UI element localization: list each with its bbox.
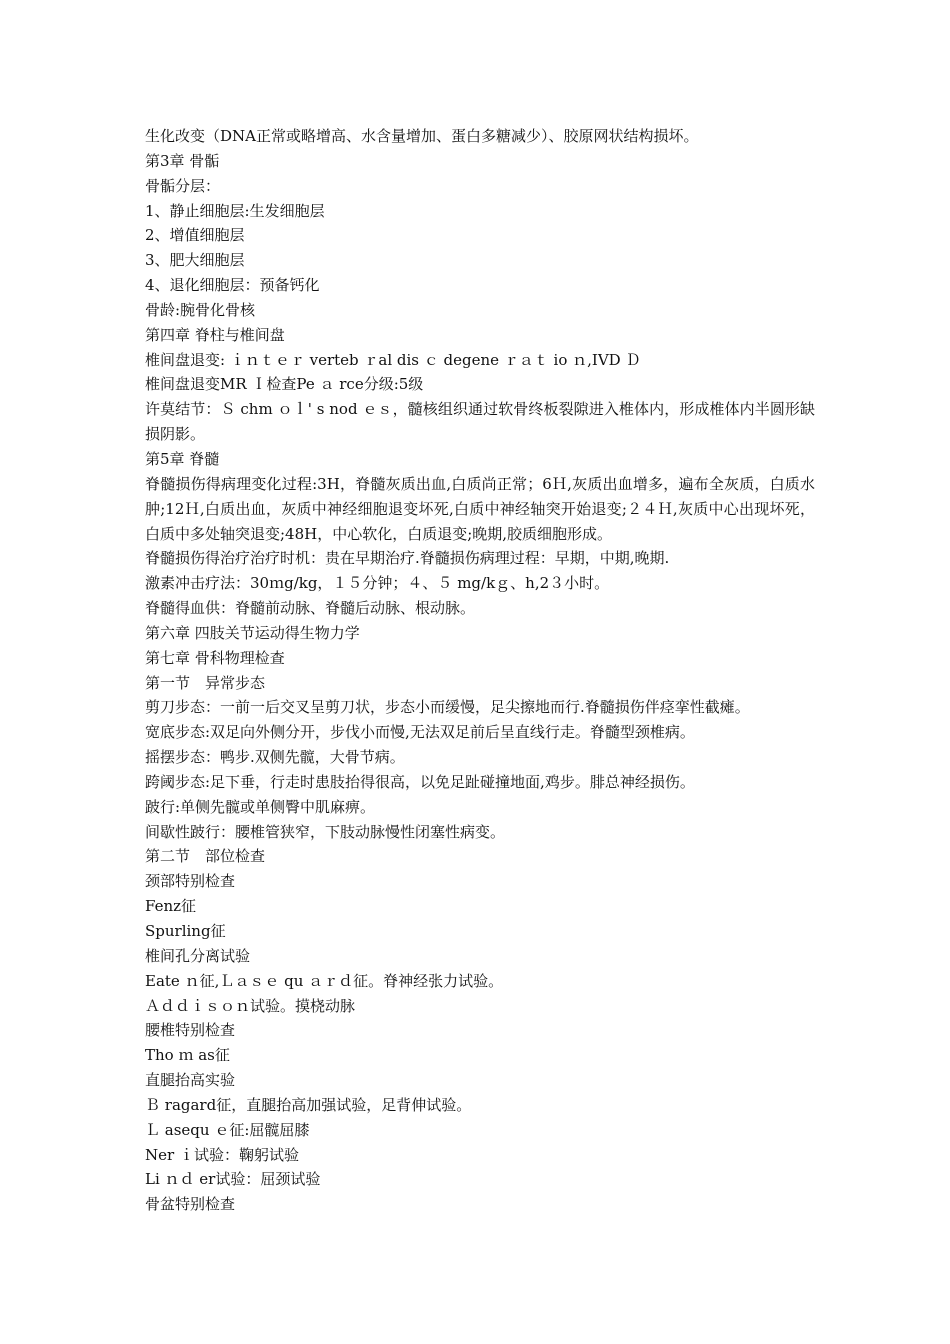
section-label-epiphysis-layers: 骨骺分层： [145, 176, 221, 195]
subheading-pelvis-exam: 骨盆特别检查 [145, 1195, 236, 1214]
text-line-bone-age: 骨龄:腕骨化骨核 [145, 300, 256, 319]
list-item: Li ｎｄ er试验：屈颈试验 [145, 1170, 321, 1189]
subheading-neck-exam: 颈部特别检查 [145, 872, 236, 891]
chapter-heading-7: 第七章 骨科物理检查 [145, 648, 285, 667]
text-line-biochem: 生化改变（DNA正常或略增高、水含量增加、蛋白多糖减少）、胶原网状结构损坏。 [145, 127, 699, 145]
list-item: Ａｄｄｉｓｏｎ试验。摸桡动脉 [145, 996, 356, 1015]
text-line-treatment-timing: 脊髓损伤得治疗治疗时机：贵在早期治疗.脊髓损伤病理过程：早期，中期,晚期. [145, 549, 670, 568]
list-item: 直腿抬高实验 [145, 1071, 236, 1090]
text-line-pearce: 椎间盘退变MR Ｉ检查Pe ａ rce分级:5级 [145, 375, 424, 394]
text-line-claudication: 间歇性跛行：腰椎管狭窄，下肢动脉慢性闭塞性病变。 [145, 822, 506, 841]
section-heading-abnormal-gait: 第一节 异常步态 [145, 673, 266, 692]
list-item: Ｌ asequ ｅ征:屈髋屈膝 [145, 1120, 310, 1139]
text-line-steppage-gait: 跨阈步态:足下垂，行走时患肢抬得很高，以免足趾碰撞地面,鸡步。腓总神经损伤。 [145, 772, 695, 791]
text-line-ivd: 椎间盘退变: ｉｎｔｅｒ verteb ｒal dis ｃ degene ｒａｔ io ｎ,IVD Ｄ [145, 350, 641, 369]
list-item: Ner ｉ试验：鞠躬试验 [145, 1145, 299, 1164]
list-item: Tho ｍ as征 [145, 1046, 230, 1065]
text-line-waddling-gait: 摇摆步态：鸭步.双侧先髋，大骨节病。 [145, 748, 405, 767]
text-line-scissor-gait: 剪刀步态：一前一后交叉呈剪刀状，步态小而缓慢，足尖擦地而行.脊髓损伤伴痉挛性截瘫。 [145, 698, 750, 717]
chapter-heading-3: 第3章 骨骺 [145, 151, 220, 170]
list-item: Spurling征 [145, 922, 226, 940]
list-item: Ｂ ragard征，直腿抬高加强试验，足背伸试验。 [145, 1095, 472, 1114]
text-line-limp: 跛行:单侧先髋或单侧臀中肌麻痹。 [145, 797, 376, 816]
chapter-heading-6: 第六章 四肢关节运动得生物力学 [145, 623, 360, 642]
subheading-lumbar-exam: 腰椎特别检查 [145, 1021, 236, 1040]
chapter-heading-4: 第四章 脊柱与椎间盘 [145, 325, 285, 344]
list-item: 4、退化细胞层：预备钙化 [145, 276, 320, 295]
chapter-heading-5: 第5章 脊髓 [145, 449, 220, 468]
list-item: Eate ｎ征,Ｌａｓｅ qu ａｒｄ征。脊神经张力试验。 [145, 971, 504, 990]
text-line-wide-base-gait: 宽底步态:双足向外侧分开，步伐小而慢,无法双足前后呈直线行走。脊髓型颈椎病。 [145, 723, 695, 742]
list-item: 3、肥大细胞层 [145, 251, 245, 270]
paragraph-schmorl: 许莫结节：Ｓ chm ｏｌ' s nod ｅｓ，髓核组织通过软骨终板裂隙进入椎体内，形成椎体内半圆形缺损阴影。 [145, 400, 815, 444]
section-heading-regional-exam: 第二节 部位检查 [145, 847, 266, 866]
document-body [145, 124, 815, 1217]
text-line-blood-supply: 脊髓得血供：脊髓前动脉、脊髓后动脉、根动脉。 [145, 599, 476, 618]
text-line-steroid-therapy: 激素冲击疗法：30ｍg/kg，１５分钟；４、５ mg/kｇ、h,2３小时。 [145, 574, 610, 593]
list-item: Fenz征 [145, 897, 197, 916]
paragraph-spinal-injury-pathology: 脊髓损伤得病理变化过程:3H，脊髓灰质出血,白质尚正常；6Ｈ,灰质出血增多，遍布全灰质，白质水肿;12Ｈ,白质出血，灰质中神经细胞退变坏死,白质中神经轴突开始退变;２４Ｈ,灰质中心出现坏死，白质中多处轴突退变;48H，中心软化，白质退变;晚期,胶质细胞形成。 [145, 474, 815, 543]
list-item: 2、增值细胞层 [145, 226, 245, 245]
list-item: 1、静止细胞层:生发细胞层 [145, 201, 325, 220]
list-item: 椎间孔分离试验 [145, 946, 251, 965]
